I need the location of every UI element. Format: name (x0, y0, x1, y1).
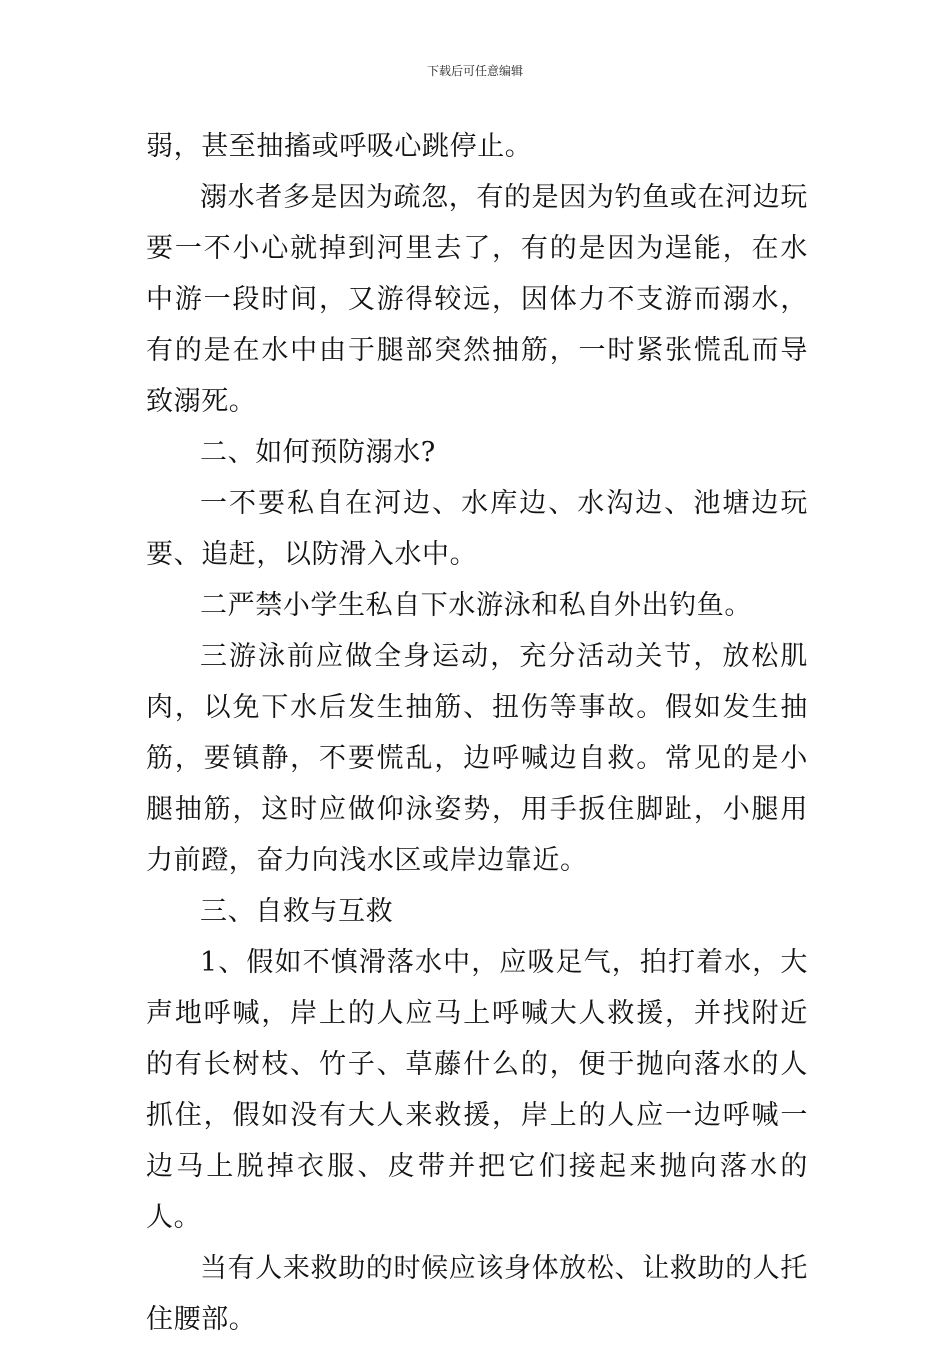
paragraph-continuation: 弱，甚至抽搐或呼吸心跳停止。 (146, 131, 533, 162)
paragraph-rule-one: 一不要私自在河边、水库边、水沟边、池塘边玩要、追赶，以防滑入水中。 (146, 488, 808, 570)
document-body (146, 121, 808, 1345)
section-heading-rescue: 三、自救与互救 (200, 896, 394, 927)
page-header-note: 下载后可任意编辑 (426, 64, 523, 78)
paragraph-rescue-advice: 当有人来救助的时候应该身体放松、让救助的人托住腰部。 (146, 1253, 808, 1335)
paragraph-drowning-causes: 溺水者多是因为疏忽，有的是因为钓鱼或在河边玩要一不小心就掉到河里去了，有的是因为逞能，在水中游一段时间，又游得较远，因体力不支游而溺水，有的是在水中由于腿部突然抽筋，一时紧张慌乱而导致溺死。 (146, 182, 808, 417)
paragraph-rule-two: 二严禁小学生私自下水游泳和私自外出钓鱼。 (200, 590, 752, 621)
paragraph-rule-three: 三游泳前应做全身运动，充分活动关节，放松肌肉，以免下水后发生抽筋、扭伤等事故。假如发生抽筋，要镇静，不要慌乱，边呼喊边自救。常见的是小腿抽筋，这时应做仰泳姿势，用手扳住脚趾，小腿用力前蹬，奋力向浅水区或岸边靠近。 (146, 641, 808, 876)
section-heading-prevention: 二、如何预防溺水? (200, 437, 436, 468)
paragraph-rescue-step-one: 1、假如不慎滑落水中，应吸足气，拍打着水，大声地呼喊，岸上的人应马上呼喊大人救援，并找附近的有长树枝、竹子、草藤什么的，便于抛向落水的人抓住，假如没有大人来救援，岸上的人应一边呼喊一边马上脱掉衣服、皮带并把它们接起来抛向落水的人。 (146, 947, 808, 1233)
